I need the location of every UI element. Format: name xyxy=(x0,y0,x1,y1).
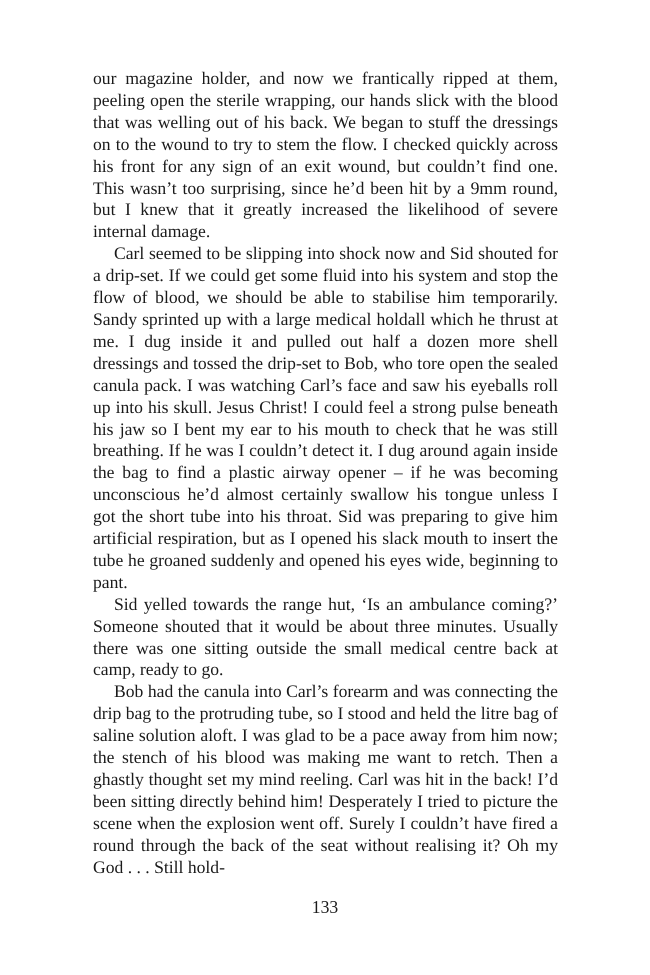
paragraph-3: Sid yelled towards the range hut, ‘Is an ambulance coming?’ Someone shouted that it would be about three minutes. Usually there was one sitting outside the small medical centre back at camp, ready to go. xyxy=(93,593,558,680)
paragraph-4: Bob had the canula into Carl’s forearm and was connecting the drip bag to the protruding tube, so I stood and held the litre bag of saline solution aloft. I was glad to be a pace away from him now; the stench of his blood was making me want to retch. Then a ghastly thought set my mind reeling. Carl was hit in the back! I’d been sitting directly behind him! Desperately I tried to picture the scene when the explosion went off. Surely I couldn’t have fired a round through the back of the seat without realising it? Oh my God . . . Still hold- xyxy=(93,681,558,877)
paragraph-2: Carl seemed to be slipping into shock now and Sid shouted for a drip-set. If we could get some fluid into his system and stop the flow of blood, we should be able to stabilise him temporarily. Sandy sprinted up with a large medical holdall which he thrust at me. I dug inside it and pulled out half a dozen more shell dressings and tossed the drip-set to Bob, who tore open the sealed canula pack. I was watching Carl’s face and saw his eyeballs roll up into his skull. Jesus Christ! I could feel a strong pulse beneath his jaw so I bent my ear to his mouth to check that he was still breathing. If he was I couldn’t detect it. I dug around again inside the bag to find a plastic airway opener – if he was becoming unconscious he’d almost certainly swallow his tongue unless I got the short tube into his throat. Sid was preparing to give him artificial respiration, but as I opened his slack mouth to insert the tube he groaned suddenly and opened his eyes wide, beginning to pant. xyxy=(93,243,558,592)
page-number: 133 xyxy=(311,897,339,917)
paragraph-1: our magazine holder, and now we frantically ripped at them, peeling open the sterile wrapping, our hands slick with the blood that was welling out of his back. We began to stuff the dressings on to the wound to try to stem the flow. I checked quickly across his front for any sign of an exit wound, but couldn’t find one. This wasn’t too surprising, since he’d been hit by a 9mm round, but I knew that it greatly increased the likelihood of severe internal damage. xyxy=(93,68,558,242)
body-text xyxy=(93,68,558,879)
